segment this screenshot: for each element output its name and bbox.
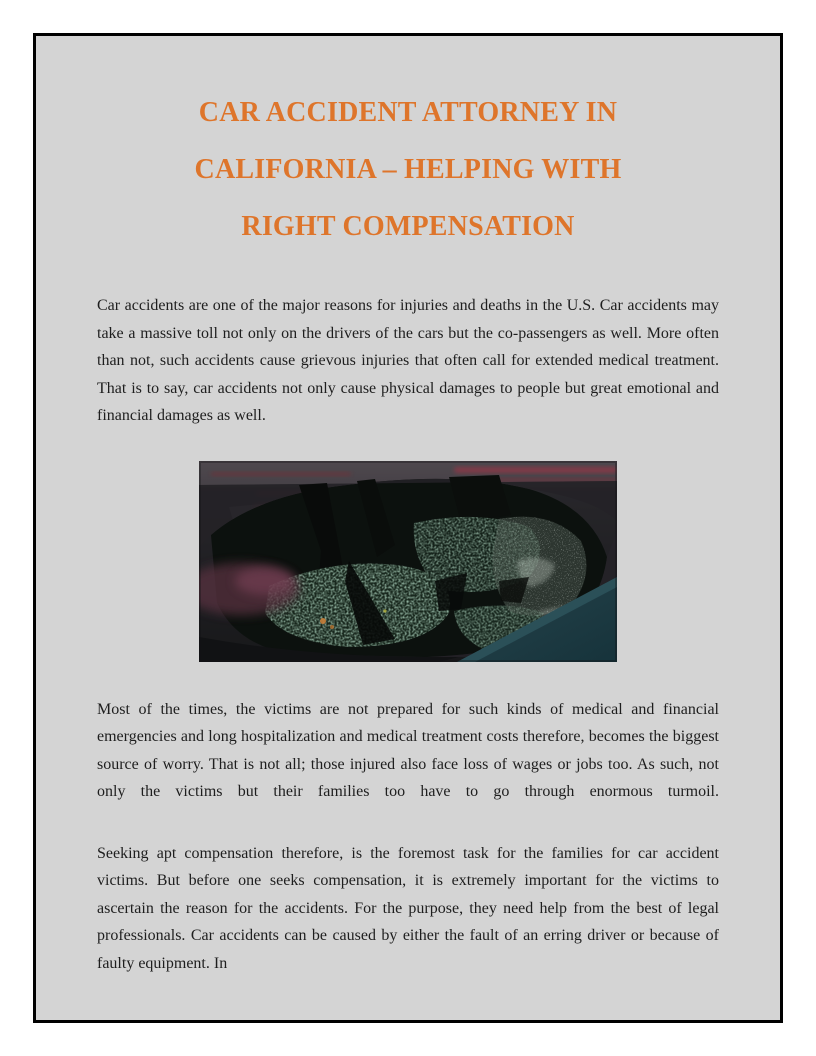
article-title bbox=[97, 84, 719, 255]
title-line-3: RIGHT COMPENSATION bbox=[241, 211, 575, 242]
document-page-frame bbox=[33, 33, 783, 1023]
article-image-figure bbox=[199, 461, 617, 662]
paragraph-compensation: Seeking apt compensation therefore, is the foremost task for the families for car accident victims. But before one seeks compensation, it is extremely important for the victims to ascertain the reason for the accidents. For the purpose, they need help from the best of legal professionals. Car accidents can be caused by either the fault of an erring driver or because of faulty equipment. In bbox=[97, 844, 719, 972]
paragraph-intro: Car accidents are one of the major reasons for injuries and deaths in the U.S. Car accidents may take a massive toll not only on the drivers of the cars but the co-passengers as well. More often than not, such accidents cause grievous injuries that often call for extended medical treatment. That is to say, car accidents not only cause physical damages to people but great emotional and financial damages as well. bbox=[97, 297, 719, 424]
title-line-1: CAR ACCIDENT ATTORNEY IN bbox=[198, 97, 618, 128]
broken-windshield-photo bbox=[199, 461, 617, 662]
document-content bbox=[36, 84, 780, 977]
paragraph-victims: Most of the times, the victims are not prepared for such kinds of medical and financial emergencies and long hospitalization and medical treatment costs therefore, becomes the biggest source of worry. That is not all; those injured also face loss of wages or jobs too. As such, not only the victims but their families too have to go through enormous turmoil. bbox=[97, 700, 719, 800]
title-line-2: CALIFORNIA – HELPING WITH bbox=[194, 154, 622, 185]
